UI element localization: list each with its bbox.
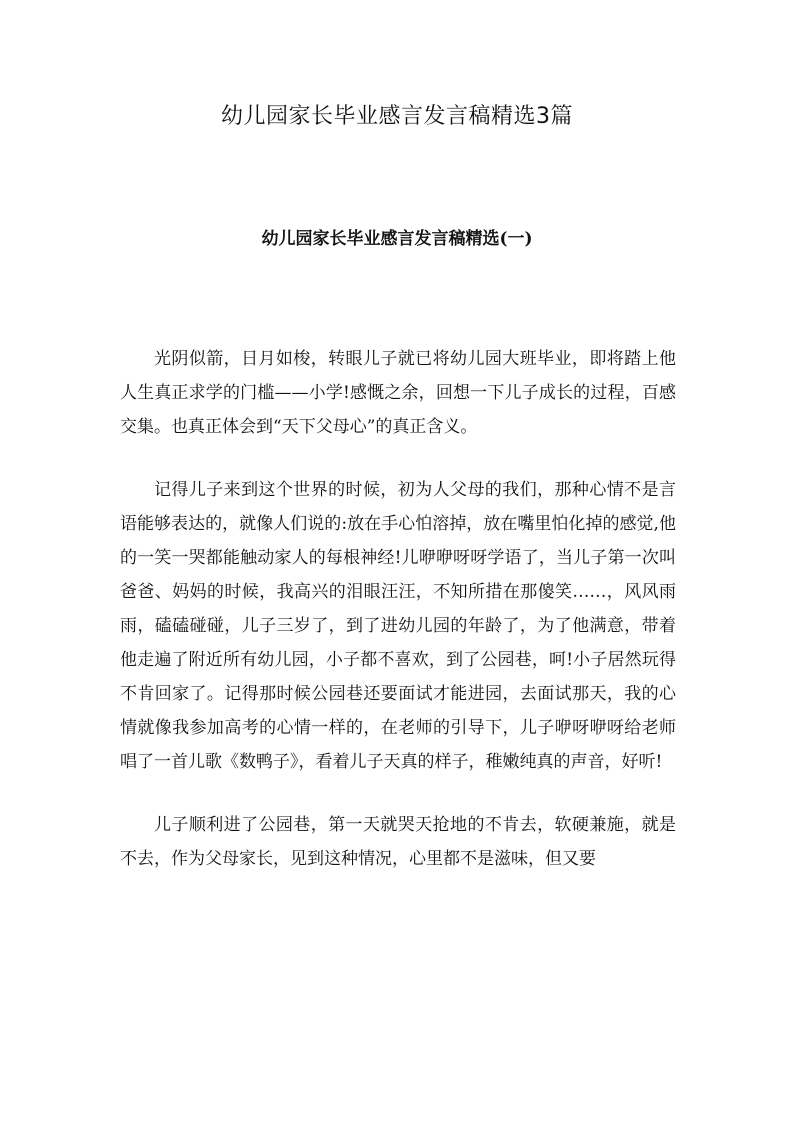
paragraph: 儿子顺利进了公园巷，第一天就哭天抢地的不肯去，软硬兼施，就是不去，作为父母家长，见到这种情况，心里都不是滋味，但又要 xyxy=(120,815,676,869)
paragraph: 记得儿子来到这个世界的时候，初为人父母的我们，那种心情不是言语能够表达的，就像人们说的:放在手心怕溶掉，放在嘴里怕化掉的感觉,他的一笑一哭都能触动家人的每根神经!儿咿咿呀呀学语了，当儿子第一次叫爸爸、妈妈的时候，我高兴的泪眼汪汪，不知所措在那傻笑……，风风雨雨，磕磕碰碰，儿子三岁了，到了进幼儿园的年龄了，为了他满意，带着他走遍了附近所有幼儿园，小子都不喜欢，到了公园巷，呵!小子居然玩得不肯回家了。记得那时候公园巷还要面试才能进园，去面试那天，我的心情就像我参加高考的心情一样的，在老师的引导下，儿子咿呀咿呀给老师唱了一首儿歌《数鸭子》，看着儿子天真的样子，稚嫩纯真的声音，好听! xyxy=(120,480,676,772)
paragraph: 光阴似箭，日月如梭，转眼儿子就已将幼儿园大班毕业，即将踏上他人生真正求学的门槛——小学!感慨之余，回想一下儿子成长的过程，百感交集。也真正体会到“天下父母心”的真正含义。 xyxy=(120,349,676,437)
document-body xyxy=(120,342,676,905)
document-title: 幼儿园家长毕业感言发言稿精选3篇 xyxy=(221,104,573,129)
section-title: 幼儿园家长毕业感言发言稿精选(一) xyxy=(261,229,533,249)
